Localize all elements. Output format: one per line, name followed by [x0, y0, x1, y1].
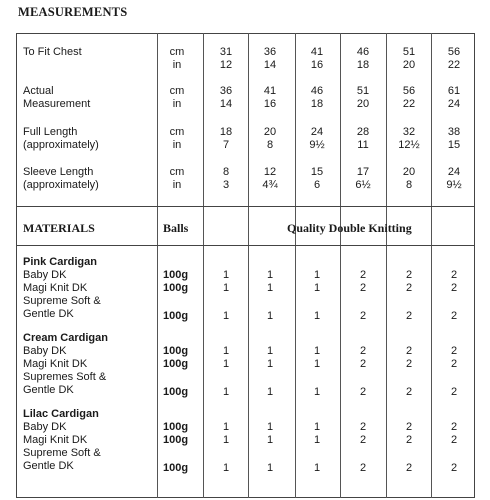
row-divider — [16, 245, 475, 246]
measurement-value: 17 — [356, 166, 370, 178]
ball-count: 1 — [313, 386, 321, 398]
ball-count: 2 — [359, 345, 367, 357]
measurement-value: 20 — [402, 166, 416, 178]
ball-count: 1 — [313, 345, 321, 357]
measurement-value: 12 — [219, 59, 233, 71]
measurement-value: 22 — [402, 98, 416, 110]
ball-count: 1 — [222, 421, 230, 433]
measurement-label: Full Length — [23, 126, 78, 138]
measurement-value: 22 — [447, 59, 461, 71]
yarn-name: Baby DK — [23, 269, 67, 281]
measurement-value: 32 — [402, 126, 416, 138]
ball-weight: 100g — [163, 434, 189, 446]
measurement-label: Sleeve Length — [23, 166, 94, 178]
page-title: MEASUREMENTS — [18, 5, 128, 19]
ball-count: 1 — [222, 386, 230, 398]
yarn-name: Supreme Soft & — [23, 295, 101, 307]
ball-count: 2 — [405, 386, 413, 398]
ball-count: 2 — [450, 462, 458, 474]
unit-label: in — [172, 139, 182, 151]
measurement-value: 6½ — [355, 179, 371, 191]
ball-count: 2 — [405, 269, 413, 281]
measurement-value: 11 — [357, 139, 369, 151]
ball-count: 1 — [266, 282, 274, 294]
ball-count: 1 — [266, 310, 274, 322]
ball-count: 1 — [222, 462, 230, 474]
unit-label: cm — [169, 85, 185, 97]
measurement-value: 38 — [447, 126, 461, 138]
measurement-label: (approximately) — [23, 139, 99, 151]
cardigan-name: Lilac Cardigan — [23, 408, 99, 420]
measurement-value: 14 — [219, 98, 233, 110]
ball-count: 1 — [266, 345, 274, 357]
ball-weight: 100g — [163, 462, 189, 474]
measurement-value: 8 — [405, 179, 413, 191]
measurement-value: 18 — [310, 98, 324, 110]
measurement-value: 14 — [263, 59, 277, 71]
materials-heading: MATERIALS — [23, 221, 95, 235]
ball-weight: 100g — [163, 386, 189, 398]
ball-count: 1 — [266, 421, 274, 433]
measurement-value: 56 — [402, 85, 416, 97]
ball-count: 2 — [405, 462, 413, 474]
balls-heading: Balls — [163, 221, 189, 235]
ball-count: 1 — [313, 462, 321, 474]
measurement-value: 20 — [402, 59, 416, 71]
measurement-value: 12 — [263, 166, 277, 178]
measurement-value: 36 — [263, 46, 277, 58]
measurement-label: (approximately) — [23, 179, 99, 191]
unit-label: cm — [169, 46, 185, 58]
measurement-value: 3 — [222, 179, 230, 191]
measurement-value: 46 — [310, 85, 324, 97]
measurement-value: 41 — [310, 46, 324, 58]
ball-count: 2 — [450, 386, 458, 398]
ball-count: 2 — [450, 358, 458, 370]
yarn-name: Gentle DK — [23, 308, 74, 320]
ball-weight: 100g — [163, 345, 189, 357]
yarn-name: Baby DK — [23, 421, 67, 433]
ball-count: 2 — [450, 421, 458, 433]
ball-count: 1 — [266, 358, 274, 370]
yarn-name: Supremes Soft & — [23, 371, 107, 383]
ball-count: 1 — [222, 358, 230, 370]
ball-weight: 100g — [163, 310, 189, 322]
ball-weight: 100g — [163, 269, 189, 281]
measurement-value: 6 — [313, 179, 321, 191]
unit-label: cm — [169, 166, 185, 178]
measurement-value: 51 — [356, 85, 370, 97]
measurement-value: 8 — [222, 166, 230, 178]
ball-weight: 100g — [163, 421, 189, 433]
yarn-name: Magi Knit DK — [23, 358, 88, 370]
ball-count: 2 — [405, 434, 413, 446]
ball-count: 2 — [359, 462, 367, 474]
measurement-value: 20 — [356, 98, 370, 110]
measurement-value: 18 — [356, 59, 370, 71]
unit-label: cm — [169, 126, 185, 138]
row-divider — [16, 206, 475, 207]
ball-count: 1 — [313, 269, 321, 281]
measurement-value: 7 — [222, 139, 230, 151]
ball-count: 2 — [450, 434, 458, 446]
ball-count: 2 — [405, 345, 413, 357]
ball-count: 1 — [313, 282, 321, 294]
ball-count: 2 — [450, 345, 458, 357]
measurement-value: 16 — [263, 98, 277, 110]
ball-count: 1 — [266, 269, 274, 281]
yarn-name: Magi Knit DK — [23, 434, 88, 446]
ball-count: 2 — [359, 386, 367, 398]
ball-count: 1 — [266, 434, 274, 446]
measurement-label: Actual — [23, 85, 54, 97]
ball-count: 1 — [313, 434, 321, 446]
ball-count: 2 — [359, 310, 367, 322]
unit-label: in — [172, 98, 182, 110]
measurement-value: 15 — [310, 166, 324, 178]
cardigan-name: Cream Cardigan — [23, 332, 108, 344]
ball-count: 2 — [405, 282, 413, 294]
measurement-value: 16 — [310, 59, 324, 71]
ball-count: 2 — [405, 421, 413, 433]
ball-count: 1 — [313, 358, 321, 370]
ball-count: 2 — [359, 282, 367, 294]
ball-count: 2 — [405, 310, 413, 322]
ball-count: 2 — [359, 358, 367, 370]
measurement-value: 9½ — [446, 179, 462, 191]
ball-weight: 100g — [163, 358, 189, 370]
yarn-name: Gentle DK — [23, 384, 74, 396]
measurement-value: 61 — [447, 85, 461, 97]
ball-count: 2 — [450, 282, 458, 294]
measurement-value: 28 — [356, 126, 370, 138]
measurement-label: To Fit Chest — [23, 46, 82, 58]
yarn-name: Gentle DK — [23, 460, 74, 472]
measurement-value: 24 — [447, 98, 461, 110]
measurement-value: 24 — [447, 166, 461, 178]
measurement-value: 36 — [219, 85, 233, 97]
measurement-value: 46 — [356, 46, 370, 58]
ball-count: 2 — [450, 269, 458, 281]
ball-count: 1 — [222, 282, 230, 294]
yarn-name: Magi Knit DK — [23, 282, 88, 294]
ball-count: 1 — [222, 269, 230, 281]
ball-count: 2 — [359, 421, 367, 433]
ball-count: 1 — [266, 462, 274, 474]
measurement-value: 15 — [447, 139, 461, 151]
ball-count: 1 — [266, 386, 274, 398]
measurement-value: 4¾ — [262, 179, 278, 191]
yarn-name: Supreme Soft & — [23, 447, 101, 459]
ball-count: 2 — [359, 434, 367, 446]
measurement-value: 8 — [266, 139, 274, 151]
measurement-value: 20 — [263, 126, 277, 138]
ball-weight: 100g — [163, 282, 189, 294]
ball-count: 1 — [313, 310, 321, 322]
ball-count: 1 — [313, 421, 321, 433]
ball-count: 2 — [450, 310, 458, 322]
measurement-value: 56 — [447, 46, 461, 58]
unit-label: in — [172, 179, 182, 191]
measurement-label: Measurement — [23, 98, 91, 110]
ball-count: 1 — [222, 434, 230, 446]
measurement-value: 12½ — [398, 139, 420, 151]
measurement-value: 24 — [310, 126, 324, 138]
column-divider — [157, 33, 158, 498]
ball-count: 1 — [222, 345, 230, 357]
measurement-value: 18 — [219, 126, 233, 138]
yarn-name: Baby DK — [23, 345, 67, 357]
ball-count: 2 — [405, 358, 413, 370]
measurement-value: 9½ — [309, 139, 325, 151]
quality-heading: Quality Double Knitting — [287, 221, 412, 235]
measurement-value: 41 — [263, 85, 277, 97]
measurement-value: 51 — [402, 46, 416, 58]
unit-label: in — [172, 59, 182, 71]
ball-count: 2 — [359, 269, 367, 281]
measurement-value: 31 — [219, 46, 233, 58]
ball-count: 1 — [222, 310, 230, 322]
cardigan-name: Pink Cardigan — [23, 256, 97, 268]
